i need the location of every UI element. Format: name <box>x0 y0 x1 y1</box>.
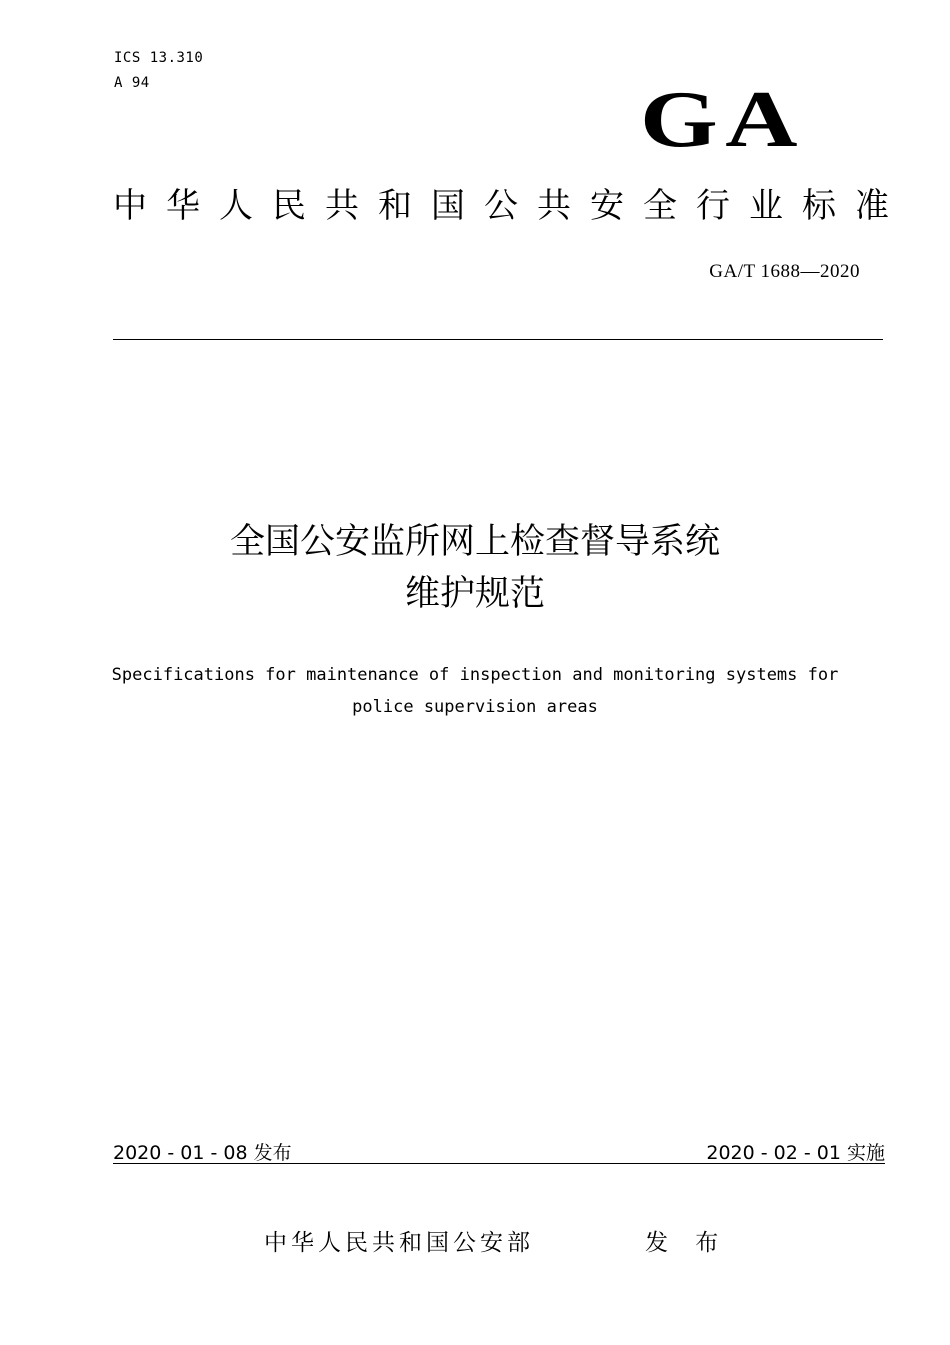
classification-code: A 94 <box>114 75 150 91</box>
standard-number: GA/T 1688—2020 <box>709 261 860 282</box>
ics-code: ICS 13.310 <box>114 50 204 66</box>
top-divider <box>113 339 883 340</box>
ga-logo: GA <box>640 76 805 164</box>
english-title-line2: police supervision areas <box>352 697 598 717</box>
issue-label: 发 布 <box>645 1230 729 1256</box>
implement-date: 2020 - 02 - 01 实施 <box>706 1142 885 1164</box>
bottom-divider <box>113 1163 885 1164</box>
chinese-title-line1: 全国公安监所网上检查督导系统 <box>229 522 720 562</box>
english-title-line1: Specifications for maintenance of inspection and monitoring systems for <box>111 665 839 685</box>
english-title <box>0 659 950 723</box>
publish-date: 2020 - 01 - 08 发布 <box>113 1142 292 1164</box>
standard-category: 中华人民共和国公共安全行业标准 <box>113 186 908 226</box>
chinese-title <box>0 516 950 620</box>
chinese-title-line2: 维护规范 <box>404 574 545 614</box>
issuer-name: 中华人民共和国公安部 <box>264 1230 534 1256</box>
